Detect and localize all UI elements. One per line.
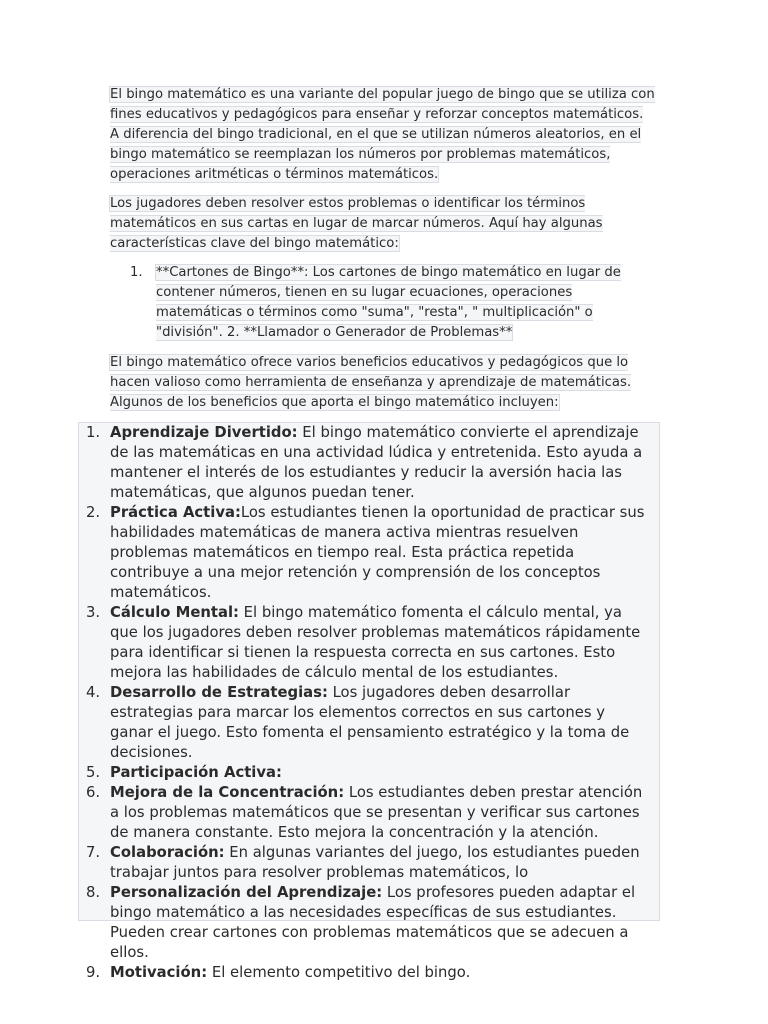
benefit-text: Los estudiantes deben prestar atención a los problemas matemáticos que se presentan y verificar sus cartones de manera constante. Esto mejora la concentración y la atención.	[110, 784, 643, 841]
features-list	[130, 263, 655, 343]
list-number: 3.	[86, 604, 101, 621]
benefit-text: Los estudiantes tienen la oportunidad de practicar sus habilidades matemáticas de manera activa mientras resuelven problemas matemáticos en tiempo real. Esta práctica repetida contribuye a una mejor retención y comprensión de los conceptos matemáticos.	[110, 504, 645, 601]
list-item	[80, 843, 650, 883]
list-number: 1.	[130, 265, 143, 280]
list-number: 4.	[86, 684, 101, 701]
benefit-text: Los profesores pueden adaptar el bingo matemático a las necesidades específicas de sus estudiantes. Pueden crear cartones con problemas matemáticos que se adecuen a ellos.	[110, 884, 636, 961]
list-number: 8.	[86, 884, 101, 901]
list-item	[80, 783, 650, 843]
list-item	[80, 883, 650, 963]
list-number: 7.	[86, 844, 101, 861]
benefit-text: El elemento competitivo del bingo.	[207, 964, 471, 981]
benefit-title: Desarrollo de Estrategias:	[110, 684, 328, 701]
list-item	[80, 603, 650, 683]
benefit-title: Mejora de la Concentración:	[110, 784, 345, 801]
benefit-text: El bingo matemático fomenta el cálculo mental, ya que los jugadores deben resolver problemas matemáticos rápidamente para identificar si tienen la respuesta correcta en sus cartones. Esto mejora las habilidades de cálculo mental de los estudiantes.	[110, 604, 641, 681]
list-number: 5.	[86, 764, 101, 781]
list-item	[80, 683, 650, 763]
benefit-text: Los jugadores deben desarrollar estrategias para marcar los elementos correctos en sus cartones y ganar el juego. Esto fomenta el pensamiento estratégico y la toma de decisiones.	[110, 684, 630, 761]
benefit-text: El bingo matemático convierte el aprendizaje de las matemáticas en una actividad lúdica y entretenida. Esto ayuda a mantener el interés de los estudiantes y reducir la aversión hacia las matemáticas, que algunos puedan tener.	[110, 424, 643, 501]
benefits-list	[80, 423, 650, 983]
benefits-paragraph: El bingo matemático ofrece varios beneficios educativos y pedagógicos que lo hacen valioso como herramienta de enseñanza y aprendizaje de matemáticas. Algunos de los beneficios que aporta el bingo matemático incluyen:	[110, 355, 632, 410]
benefit-title: Cálculo Mental:	[110, 604, 239, 621]
benefit-text: En algunas variantes del juego, los estudiantes pueden trabajar juntos para resolver problemas matemáticos, lo	[110, 844, 640, 881]
benefit-title: Personalización del Aprendizaje:	[110, 884, 383, 901]
benefit-title: Colaboración:	[110, 844, 225, 861]
benefit-title: Motivación:	[110, 964, 208, 981]
list-item	[80, 503, 650, 603]
benefit-title: Participación Activa:	[110, 764, 282, 781]
list-number: 1.	[86, 424, 101, 441]
list-item	[130, 263, 655, 343]
features-paragraph: Los jugadores deben resolver estos problemas o identificar los términos matemáticos en sus cartas en lugar de marcar números. Aquí hay algunas características clave del bingo matemático:	[110, 196, 603, 251]
list-item-text: **Cartones de Bingo**: Los cartones de bingo matemático en lugar de contener números, tienen en su lugar ecuaciones, operaciones matemáticas o términos como "suma", "resta", " multiplicación" o "división". 2. **Llamador o Generador de Problemas**	[156, 265, 621, 340]
benefit-title: Aprendizaje Divertido:	[110, 424, 298, 441]
list-number: 2.	[86, 504, 101, 521]
intro-paragraph: El bingo matemático es una variante del popular juego de bingo que se utiliza con fines educativos y pedagógicos para enseñar y reforzar conceptos matemáticos. A diferencia del bingo tradicional, en el que se utilizan números aleatorios, en el bingo matemático se reemplazan los números por problemas matemáticos, operaciones aritméticas o términos matemáticos.	[110, 87, 655, 182]
list-item	[80, 763, 650, 783]
list-item	[80, 963, 650, 983]
list-item	[80, 423, 650, 503]
list-number: 9.	[86, 964, 101, 981]
list-number: 6.	[86, 784, 101, 801]
benefit-title: Práctica Activa:	[110, 504, 241, 521]
